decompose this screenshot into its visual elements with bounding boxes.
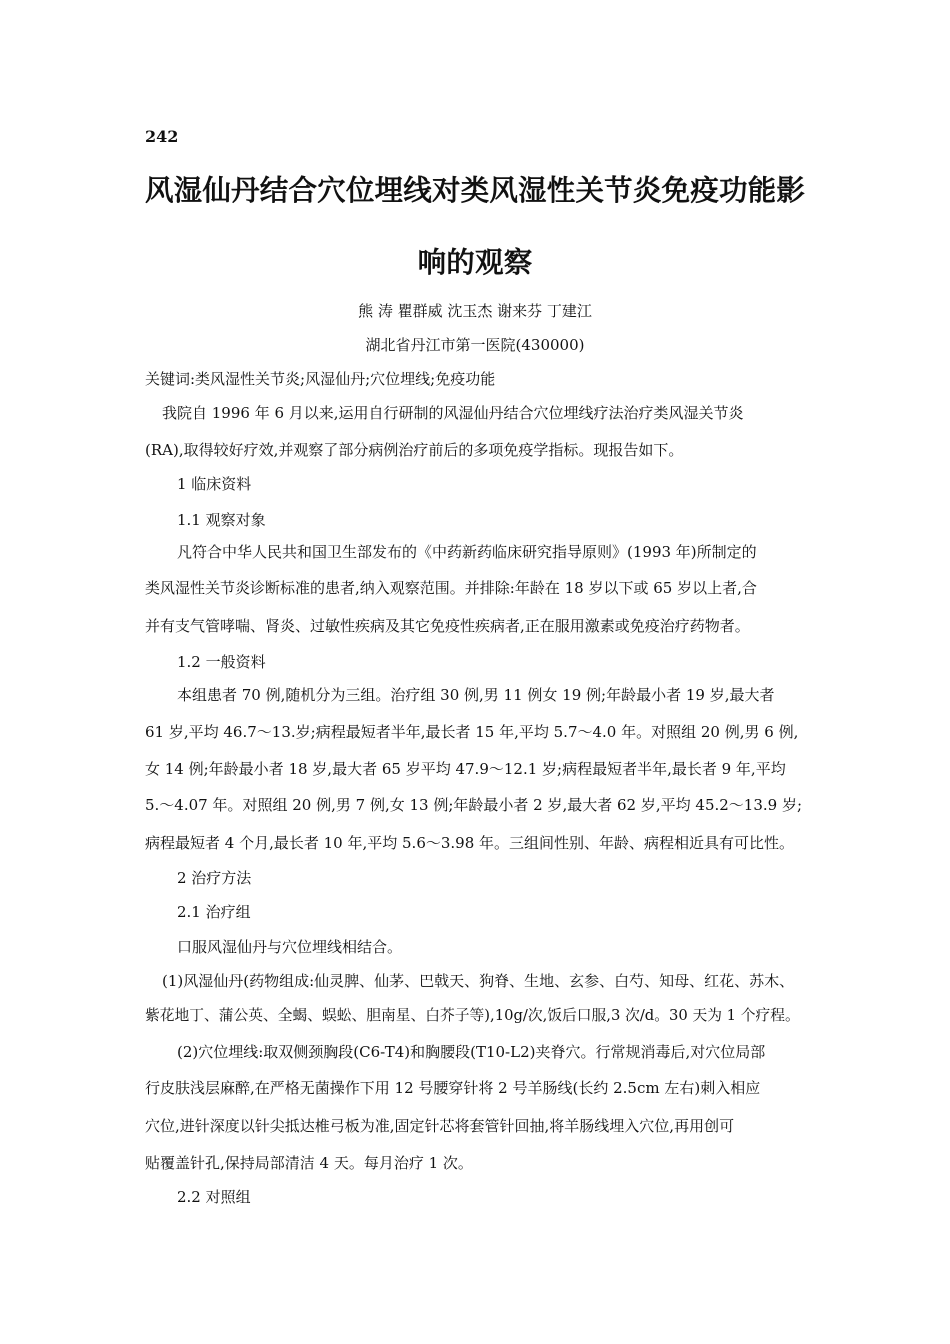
section-heading: 1 临床资料 <box>177 475 252 493</box>
paragraph-line: 紫花地丁、蒲公英、全蝎、蜈蚣、胆南星、白芥子等),10g/次,饭后口服,3 次/d。30 天为 1 个疗程。 <box>145 1007 800 1024</box>
subsection-heading: 2.1 治疗组 <box>177 903 251 921</box>
paragraph-line: 病程最短者 4 个月,最长者 10 年,平均 5.6～3.98 年。三组间性别、年龄、病程相近具有可比性。 <box>145 834 795 852</box>
title-line-2: 响的观察 <box>417 245 533 279</box>
section-heading: 2 治疗方法 <box>177 869 252 887</box>
paragraph-line: 本组患者 70 例,随机分为三组。治疗组 30 例,男 11 例女 19 例;年龄最小者 19 岁,最大者 <box>177 686 775 704</box>
keywords: 关键词:类风湿性关节炎;风湿仙丹;穴位埋线;免疫功能 <box>145 370 496 388</box>
subsection-heading: 1.1 观察对象 <box>177 511 266 529</box>
authors: 熊 涛 瞿群威 沈玉杰 谢来芬 丁建江 <box>358 302 592 320</box>
paragraph-line: 5.～4.07 年。对照组 20 例,男 7 例,女 13 例;年龄最小者 2 岁,最大者 62 岁,平均 45.2～13.9 岁; <box>145 796 803 814</box>
paragraph-line: 凡符合中华人民共和国卫生部发布的《中药新药临床研究指导原则》(1993 年)所制定的 <box>177 543 757 561</box>
paragraph-line: 并有支气管哮喘、肾炎、过敏性疾病及其它免疫性疾病者,正在服用激素或免疫治疗药物者。 <box>145 617 750 635</box>
paragraph-line: (1)风湿仙丹(药物组成:仙灵脾、仙茅、巴戟天、狗脊、生地、玄参、白芍、知母、红花、苏木、 <box>162 972 795 990</box>
paragraph-line: 类风湿性关节炎诊断标准的患者,纳入观察范围。并排除:年龄在 18 岁以下或 65 岁以上者,合 <box>145 579 757 597</box>
paragraph-line: (2)穴位埋线:取双侧颈胸段(C6-T4)和胸腰段(T10-L2)夹脊穴。行常规消毒后,对穴位局部 <box>177 1043 766 1061</box>
paragraph-line: (RA),取得较好疗效,并观察了部分病例治疗前后的多项免疫学指标。现报告如下。 <box>145 441 684 459</box>
affiliation: 湖北省丹江市第一医院(430000) <box>365 336 585 354</box>
paragraph-line: 女 14 例;年龄最小者 18 岁,最大者 65 岁平均 47.9～12.1 岁;病程最短者半年,最长者 9 年,平均 <box>145 760 786 778</box>
paragraph-line: 贴覆盖针孔,保持局部清洁 4 天。每月治疗 1 次。 <box>145 1154 473 1172</box>
subsection-heading: 1.2 一般资料 <box>177 653 266 671</box>
paragraph-line: 行皮肤浅层麻醉,在严格无菌操作下用 12 号腰穿针将 2 号羊肠线(长约 2.5cm 左右)刺入相应 <box>145 1079 761 1097</box>
paragraph-line: 口服风湿仙丹与穴位埋线相结合。 <box>177 938 403 956</box>
subsection-heading: 2.2 对照组 <box>177 1188 251 1206</box>
title-line-1: 风湿仙丹结合穴位埋线对类风湿性关节炎免疫功能影 <box>144 173 806 207</box>
page-number: 242 <box>145 127 179 146</box>
paragraph-line: 61 岁,平均 46.7～13.岁;病程最短者半年,最长者 15 年,平均 5.7～4.0 年。对照组 20 例,男 6 例, <box>145 723 799 741</box>
paragraph-line: 我院自 1996 年 6 月以来,运用自行研制的风湿仙丹结合穴位埋线疗法治疗类风湿关节炎 <box>162 404 744 422</box>
paragraph-line: 穴位,进针深度以针尖抵达椎弓板为准,固定针芯将套管针回抽,将羊肠线埋入穴位,再用创可 <box>145 1117 735 1135</box>
